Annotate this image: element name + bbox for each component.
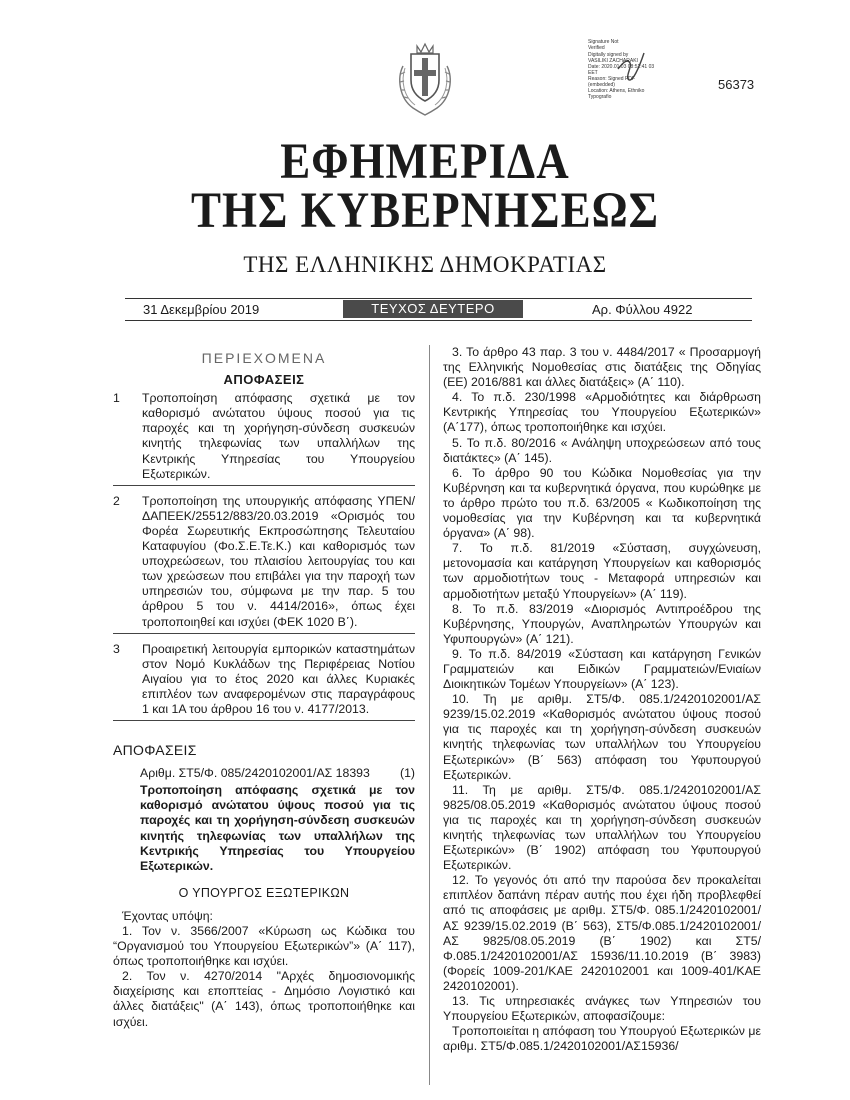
body-paragraph: 5. Το π.δ. 80/2016 « Ανάληψη υποχρεώσεων από τους διατάκτες» (Α΄ 145). xyxy=(443,435,761,465)
masthead-subtitle: ΤΗΣ ΕΛΛΗΝΙΚΗΣ ΔΗΜΟΚΡΑΤΙΑΣ xyxy=(243,252,607,277)
signature-text: Location: Athens, Ethniko xyxy=(588,88,645,94)
body-paragraph: 13. Τις υπηρεσιακές ανάγκες των Υπηρεσιών του Υπουργείου Εξωτερικών, αποφασίζουμε: xyxy=(443,994,761,1024)
signature-text: EET xyxy=(588,70,598,76)
body-paragraph: 8. Το π.δ. 83/2019 «Διορισμός Αντιπροέδρου της Κυβέρνησης, Υπουργών, Αναπληρωτών Υπουργών και Υφυπουργών» (Α΄ 121). xyxy=(443,601,761,646)
toc-item-text: Τροποποίηση απόφασης σχετικά με τον καθορισμό ανώτατου ύψους ποσού για τις παροχές και τη χορήγηση-σύνδεση συσκευών κινητής τηλεφωνίας των υπαλλήλων της Κεντρικής Υπηρεσίας του Υπουργείου Εξωτερικών. xyxy=(142,391,415,481)
body-paragraph: 9. Το π.δ. 84/2019 «Σύσταση και κατάργηση Γενικών Γραμματειών και Ειδικών Γραμματειών/Ενιαίων Διοικητικών Τομέων Υπουργείων» (Α΄ 123). xyxy=(443,646,761,692)
body-paragraph: Τροποποιείται η απόφαση του Υπουργού Εξωτερικών με αριθμ. ΣΤ5/Φ.085.1/2420102001/ΑΣ15936/ xyxy=(443,1024,761,1054)
signature-text: Signature Not xyxy=(588,39,619,45)
toc-item xyxy=(113,642,415,721)
right-column xyxy=(443,345,761,1054)
body-paragraph: 3. Το άρθρο 43 παρ. 3 του ν. 4484/2017 « Προσαρμογή της Ελληνικής Νομοθεσίας στις διατάξεις της Οδηγίας (ΕΕ) 2016/881 και άλλες διατάξεις» (Α΄ 110). xyxy=(443,345,761,390)
issue-badge: ΤΕΥΧΟΣ ΔΕΥΤΕΡΟ xyxy=(343,300,523,318)
greek-coat-of-arms-icon xyxy=(393,40,457,116)
divider xyxy=(125,298,752,299)
section-title: ΑΠΟΦΑΣΕΙΣ xyxy=(113,742,197,759)
body-paragraph: 10. Τη με αριθμ. ΣΤ5/Φ. 085.1/2420102001/ΑΣ 9239/15.02.2019 «Καθορισμός ανώτατου ύψους ποσού για τις παροχές και τη χορήγηση-σύνδεση συσκευών κινητής τηλεφωνίας των υπαλλήλων του Υπουργείου Εξωτερικών» (Β΄ 563) απόφαση του Υφυπουργού Εξωτερικών. xyxy=(443,692,761,782)
signature-text: (embedded) xyxy=(588,82,615,88)
body-paragraph: 1. Τον ν. 3566/2007 «Κύρωση ως Κώδικα του “Οργανισμού του Υπουργείου Εξωτερικών”» (Α΄ 117), όπως τροποποιήθηκε και ισχύει. xyxy=(113,924,415,969)
reference-number: (1) xyxy=(399,766,415,781)
divider xyxy=(125,320,752,321)
toc-subtitle: ΑΠΟΦΑΣΕΙΣ xyxy=(223,372,305,388)
toc-item-number: 2 xyxy=(113,493,120,508)
masthead-title-line2: ΤΗΣ ΚΥΒΕΡΝΗΣΕΩΣ xyxy=(190,182,660,238)
reference-text: Αριθμ. ΣΤ5/Φ. 085/2420102001/ΑΣ 18393 xyxy=(140,766,370,781)
page-number: 56373 xyxy=(718,77,755,92)
body-paragraph: 6. Το άρθρο 90 του Κώδικα Νομοθεσίας για την Κυβέρνηση και τα κυβερνητικά όργανα, που κυρώθηκε με το άρθρο πρώτο του π.δ. 63/2005 « Κωδικοποίηση της νομοθεσίας για την Κυβέρνηση και τα κυβερνητικά όργανα» (Α΄ 98). xyxy=(443,465,761,541)
toc-item-text: Προαιρετική λειτουργία εμπορικών καταστημάτων στον Νομό Κυκλάδων της Περιφέρειας Νοτίου Αιγαίου για το έτος 2020 και άλλες Κυριακές επιπλέον των αναφερομένων στις παραγράφους 1 και 1Α του άρθρου 16 του ν. 4177/2013. xyxy=(142,641,415,716)
masthead-title: ΕΦΗΜΕΡΙΔΑ xyxy=(280,133,570,189)
signature-text: VASILIKI ZACHARAKI xyxy=(588,58,638,64)
signature-text: Verified xyxy=(588,45,605,51)
body-paragraph: 4. Το π.δ. 230/1998 «Αρμοδιότητες και διάρθρωση Κεντρικής Υπηρεσίας του Υπουργείου Εξωτερικών» (Α΄177), όπως τροποποιήθηκε και ισχύει. xyxy=(443,390,761,435)
body-paragraph: 2. Τον ν. 4270/2014 "Αρχές δημοσιονομικής διαχείρισης και εποπτείας - Δημόσιο Λογιστικό και άλλες διατάξεις" (Α΄ 143), όπως τροποποιήθηκε και ισχύει. xyxy=(113,969,415,1029)
signature-text: Typografio xyxy=(588,94,612,100)
intro-paragraph: Έχοντας υπόψη: xyxy=(122,908,213,923)
signature-text: Reason: Signed PDF xyxy=(588,76,635,82)
signature-text: Date: 2020.01.03 08:51:41 03 xyxy=(588,64,655,70)
issue-date: 31 Δεκεμβρίου 2019 xyxy=(143,302,260,317)
column-divider xyxy=(429,345,430,1085)
sheet-number: Αρ. Φύλλου 4922 xyxy=(592,302,693,317)
body-paragraph: 11. Τη με αριθμ. ΣΤ5/Φ. 085.1/2420102001/ΑΣ 9825/08.05.2019 «Καθορισμός ανώτατου ύψους ποσού για τις παροχές και τη χορήγηση-σύνδεση συσκευών κινητής τηλεφωνίας των υπαλλήλων του Υπουργείου Εξωτερικών» (Β΄ 1902) απόφαση του Υφυπουργού Εξωτερικών. xyxy=(443,782,761,873)
toc-title: ΠΕΡΙΕΧΟΜΕΝΑ xyxy=(201,350,327,366)
toc-item xyxy=(113,494,415,634)
decision-reference xyxy=(113,766,415,781)
toc-item-text: Τροποποίηση της υπουργικής απόφασης ΥΠΕΝ/ΔΑΠΕΕΚ/25512/883/20.03.2019 «Ορισμός του Φορέα Σωρευτικής Εκπροσώπησης Τελευταίου Καταφυγίου (Φο.Σ.Ε.Τε.Κ.) και καθορισμός των υποχρεώσεων, του πλαισίου λειτουργίας του και των χρεώσεων που επιβάλει για την παροχή των υπηρεσιών του, σύμφωνα με την παρ. 5 του άρθρου 5 του ν. 4414/2016», όπως έχει τροποποιηθεί και ισχύει (ΦΕΚ 1020 Β΄). xyxy=(142,493,415,629)
digital-signature-stamp xyxy=(588,39,678,101)
body-paragraph: 12. Το γεγονός ότι από την παρούσα δεν προκαλείται επιπλέον δαπάνη πέραν αυτής που έχει ήδη προβλεφθεί από τις αποφάσεις με αριθμ. ΣΤ5/Φ. 085.1/2420102001/ΑΣ 9239/15.02.2019 (Β΄ 563), ΣΤ5/Φ.085.1/2420102001/ΑΣ 9825/08.05.2019 (Β΄ 1902) και ΣΤ5/Φ.085.1/2420102001/ΑΣ 15936/11.10.2019 (Β΄ 3983) (Φορείς 1009-201/ΚΑΕ 2420102001 και 1009-401/ΚΑΕ 2420102001). xyxy=(443,873,761,993)
body-paragraph: 7. Το π.δ. 81/2019 «Σύσταση, συγχώνευση, μετονομασία και κατάργηση Υπουργείων και καθορισμός των αρμοδιοτήτων τους - Μεταφορά υπηρεσιών και αρμοδιοτήτων μεταξύ Υπουργείων» (Α΄ 119). xyxy=(443,541,761,601)
signature-text: Digitally signed by xyxy=(588,52,629,58)
minister-heading: Ο ΥΠΟΥΡΓΟΣ ΕΞΩΤΕΡΙΚΩΝ xyxy=(178,885,350,900)
toc-item-number: 3 xyxy=(113,641,120,656)
decision-title: Τροποποίηση απόφασης σχετικά με τον καθορισμό ανώτατου ύψους ποσού για τις παροχές και τη χορήγηση-σύνδεση συσκευών κινητής τηλεφωνίας των υπαλλήλων της Κεντρικής Υπηρεσίας του Υπουργείου Εξωτερικών. xyxy=(140,783,415,873)
toc-item-number: 1 xyxy=(113,391,120,406)
toc-item xyxy=(113,391,415,486)
left-column xyxy=(113,345,415,1030)
